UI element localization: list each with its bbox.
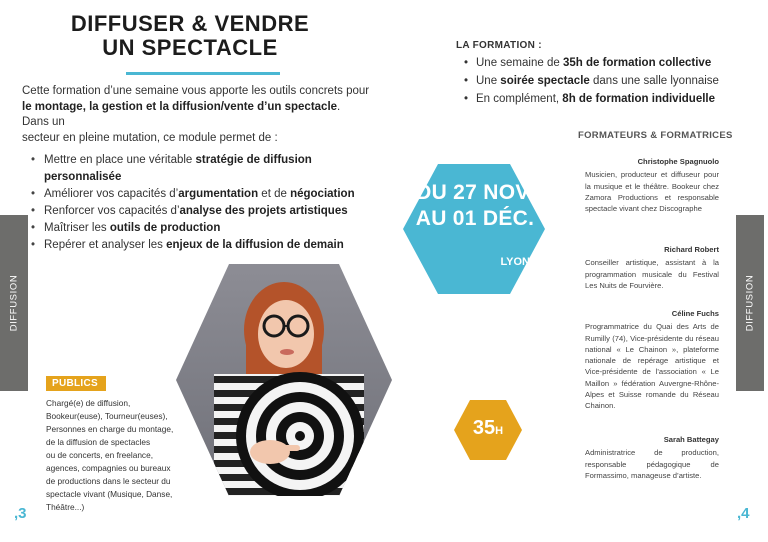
intro-text-1: Cette formation d’une semaine vous apporte les outils concrets pour <box>22 85 370 97</box>
objectives-list <box>28 152 388 254</box>
hours-unit: H <box>495 425 504 437</box>
trainer-name: Céline Fuchs <box>671 309 719 318</box>
side-tab-label: DIFFUSION <box>744 274 756 332</box>
trainer-card <box>585 434 719 481</box>
intro-text-3: . Dans un <box>22 100 341 128</box>
date-badge <box>410 180 540 232</box>
side-tab-right <box>736 215 764 391</box>
publics-line: agences, compagnies ou bureaux <box>46 463 171 473</box>
trainer-desc: Musicien, producteur et diffuseur pour la musique et le théâtre. Bookeur chez Zamora Productions et responsable spectacle vivant chez Discographe <box>585 170 719 214</box>
objective-item: • Améliorer vos capacités d’argumentation et de négociation <box>28 186 388 203</box>
trainer-card <box>585 244 719 291</box>
publics-line: Bookeur(euse), Tourneur(euses), <box>46 411 168 421</box>
publics-text <box>46 397 186 514</box>
formation-item: • En complément, 8h de formation individuelle <box>464 90 744 108</box>
publics-badge: PUBLICS <box>46 376 106 391</box>
date-city: LYON <box>500 256 530 268</box>
publics-line: Personnes en charge du montage, <box>46 424 174 434</box>
woman-with-dartboard-photo <box>174 262 394 498</box>
trainer-name: Sarah Battegay <box>663 435 719 444</box>
side-tab-label: DIFFUSION <box>8 274 20 332</box>
formation-label: LA FORMATION : <box>456 40 542 51</box>
formation-item: • Une soirée spectacle dans une salle lyonnaise <box>464 72 744 90</box>
hours-value: 35 <box>472 417 496 439</box>
trainer-desc: Administratrice de production, responsable pédagogique de Formassimo, manageuse d’artiste. <box>585 448 719 480</box>
trainer-desc: Programmatrice du Quai des Arts de Rumilly (74), Vice-présidente du réseau national « Le Chainon », plateforme nationale de repérage artistique et Vice-présidente de l’association « Le Maillon » fédération Auvergne-Rhône-Alpes et Suisse romande du Réseau Chainon. <box>585 322 719 411</box>
page-title <box>60 12 320 60</box>
hours-badge <box>452 417 524 440</box>
title-line-2: UN SPECTACLE <box>102 35 278 60</box>
trainer-name: Richard Robert <box>664 245 719 254</box>
intro-text-bold: le montage, la gestion et la diffusion/vente d’un spectacle <box>22 100 338 113</box>
objective-item: • Renforcer vos capacités d’analyse des projets artistiques <box>28 203 388 220</box>
title-line-1: DIFFUSER & VENDRE <box>70 11 310 36</box>
page-number-left: ,3 <box>14 505 27 522</box>
date-line-2: AU 01 DÉC. <box>415 207 535 230</box>
trainers-label: FORMATEURS & FORMATRICES <box>578 130 733 141</box>
page-number-right: ,4 <box>737 505 750 522</box>
publics-line: spectacle vivant (Musique, Danse, <box>46 489 173 499</box>
trainer-card <box>585 308 719 412</box>
trainer-name: Christophe Spagnuolo <box>637 157 719 166</box>
trainer-desc: Conseiller artistique, assistant à la programmation musicale du Festival Les Nuits de Fourvière. <box>585 258 719 290</box>
title-underline <box>126 72 280 75</box>
publics-line: Théâtre...) <box>46 502 85 512</box>
objective-item: • Mettre en place une véritable stratégie de diffusion personnalisée <box>28 152 388 186</box>
side-tab-left <box>0 215 28 391</box>
publics-line: ou de concerts, en freelance, <box>46 450 154 460</box>
publics-line: de la diffusion de spectacles <box>46 437 151 447</box>
formation-item: • Une semaine de 35h de formation collective <box>464 54 744 72</box>
objective-item: • Maîtriser les outils de production <box>28 220 388 237</box>
objective-item: • Repérer et analyser les enjeux de la diffusion de demain <box>28 237 388 254</box>
intro-paragraph <box>22 84 370 146</box>
intro-text-4: secteur en pleine mutation, ce module permet de : <box>22 131 278 144</box>
formation-list <box>464 54 744 108</box>
date-line-1: DU 27 NOV. <box>416 181 534 204</box>
publics-line: Chargé(e) de diffusion, <box>46 398 131 408</box>
publics-line: de productions dans le secteur du <box>46 476 171 486</box>
trainer-card <box>585 156 719 214</box>
